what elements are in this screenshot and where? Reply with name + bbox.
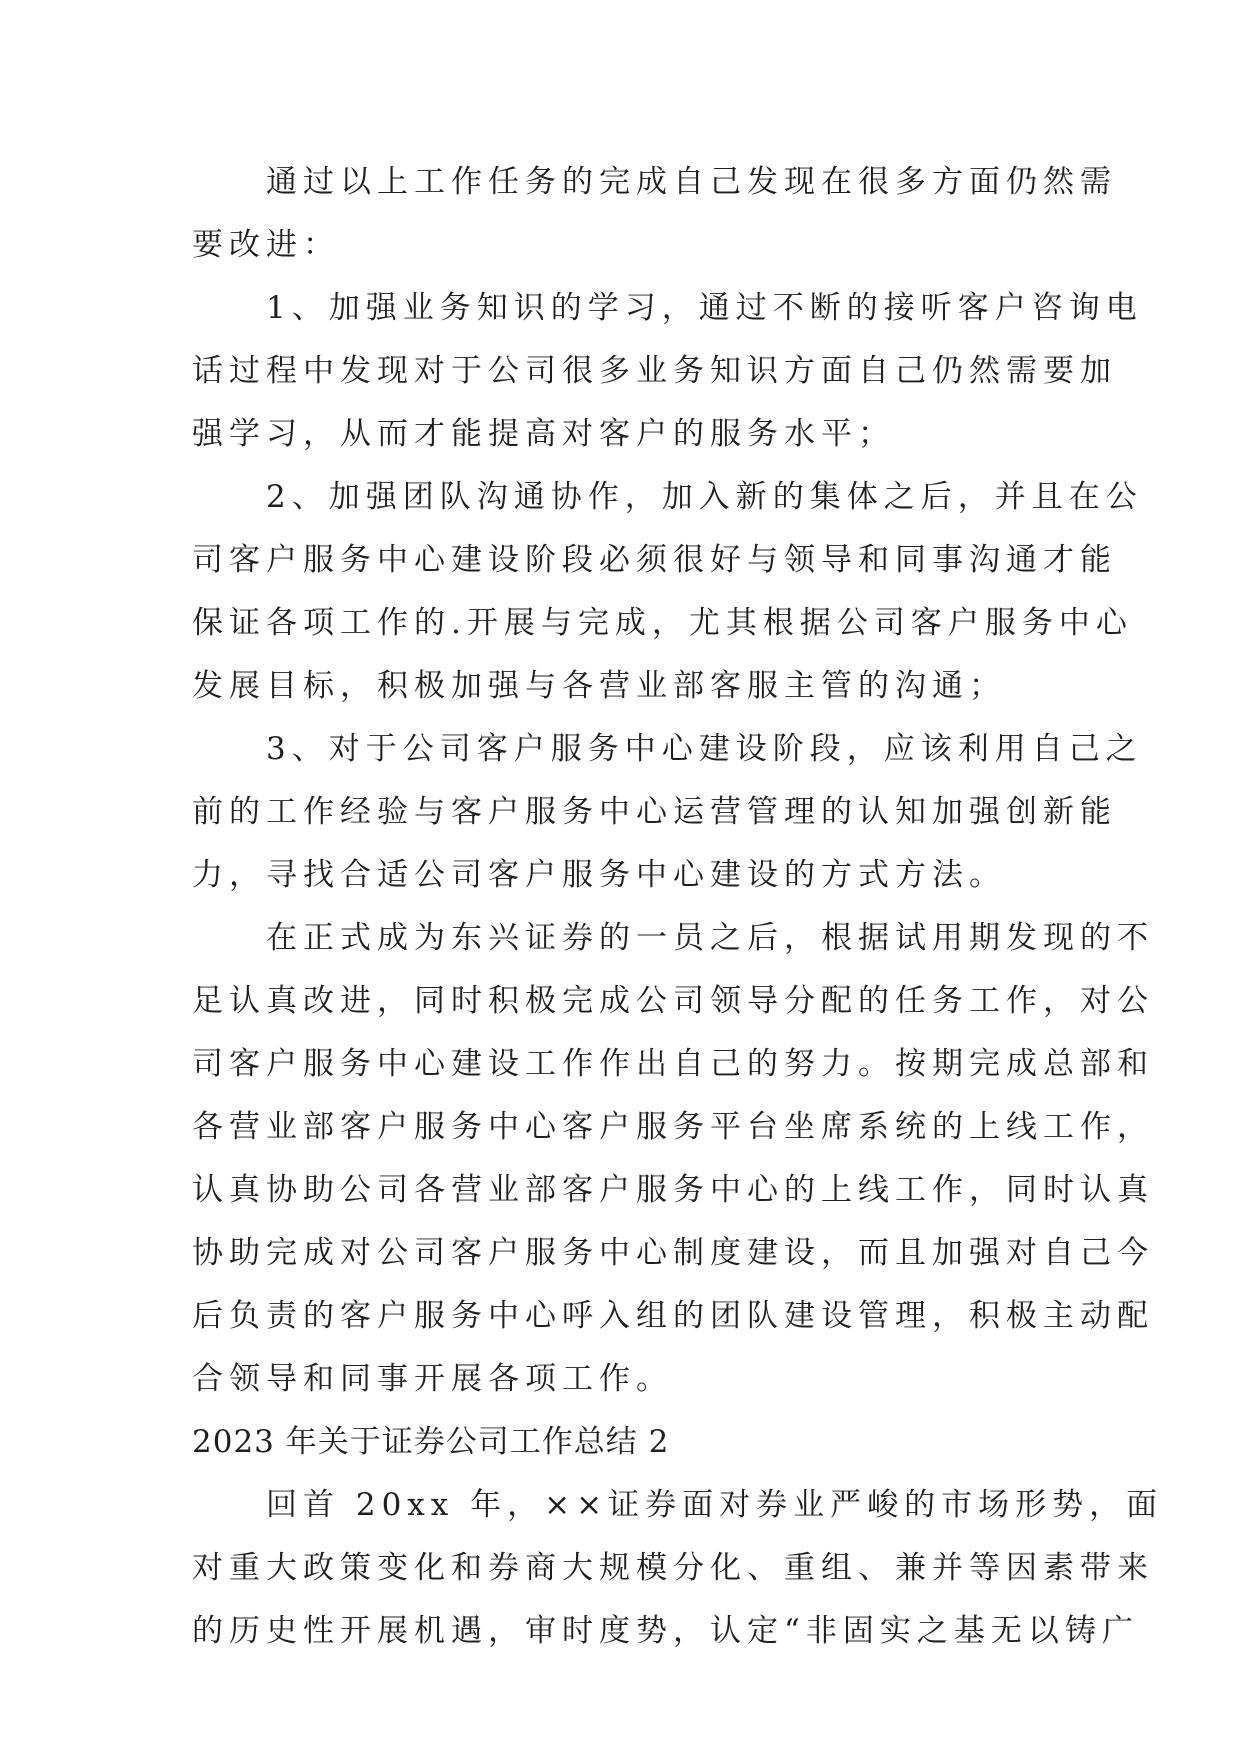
list-item-line: 强学习，从而才能提高对客户的服务水平； (192, 416, 895, 452)
paragraph-line: 要改进： (192, 227, 340, 263)
paragraph-line: 在正式成为东兴证券的一员之后，根据试用期发现的不 (192, 920, 1154, 956)
paragraph-line: 后负责的客户服务中心呼入组的团队建设管理，积极主动配 (192, 1298, 1154, 1334)
paragraph-line: 各营业部客户服务中心客户服务平台坐席系统的上线工作， (192, 1109, 1154, 1145)
list-item-line: 2、加强团队沟通协作，加入新的集体之后，并且在公 (192, 479, 1143, 515)
paragraph-line: 协助完成对公司客户服务中心制度建设，而且加强对自己今 (192, 1235, 1154, 1271)
paragraph-line: 对重大政策变化和券商大规模分化、重组、兼并等因素带来 (192, 1550, 1154, 1586)
list-item-line: 司客户服务中心建设阶段必须很好与领导和同事沟通才能 (192, 542, 1117, 578)
list-item-line: 发展目标，积极加强与各营业部客服主管的沟通； (192, 668, 1006, 704)
document-body (192, 151, 1164, 1663)
paragraph-line: 的历史性开展机遇，审时度势，认定“非固实之基无以铸广 (192, 1613, 1139, 1649)
list-item-line: 3、对于公司客户服务中心建设阶段，应该利用自己之 (192, 731, 1143, 767)
paragraph-line: 通过以上工作任务的完成自己发现在很多方面仍然需 (192, 164, 1117, 200)
list-item-line: 话过程中发现对于公司很多业务知识方面自己仍然需要加 (192, 353, 1117, 389)
paragraph-line: 司客户服务中心建设工作作出自己的努力。按期完成总部和 (192, 1046, 1154, 1082)
paragraph-line: 足认真改进，同时积极完成公司领导分配的任务工作，对公 (192, 983, 1154, 1019)
list-item-line: 力，寻找合适公司客户服务中心建设的方式方法。 (192, 857, 1006, 893)
list-item-line: 前的工作经验与客户服务中心运营管理的认知加强创新能 (192, 794, 1117, 830)
paragraph-line: 认真协助公司各营业部客户服务中心的上线工作，同时认真 (192, 1172, 1154, 1208)
paragraph-line: 合领导和同事开展各项工作。 (192, 1361, 673, 1397)
paragraph-line: 回首 20xx 年，××证券面对券业严峻的市场形势，面 (192, 1487, 1164, 1523)
list-item-line: 保证各项工作的.开展与完成，尤其根据公司客户服务中心 (192, 605, 1133, 641)
list-item-line: 1、加强业务知识的学习，通过不断的接听客户咨询电 (192, 290, 1143, 326)
section-heading: 2023 年关于证券公司工作总结 2 (192, 1424, 670, 1460)
